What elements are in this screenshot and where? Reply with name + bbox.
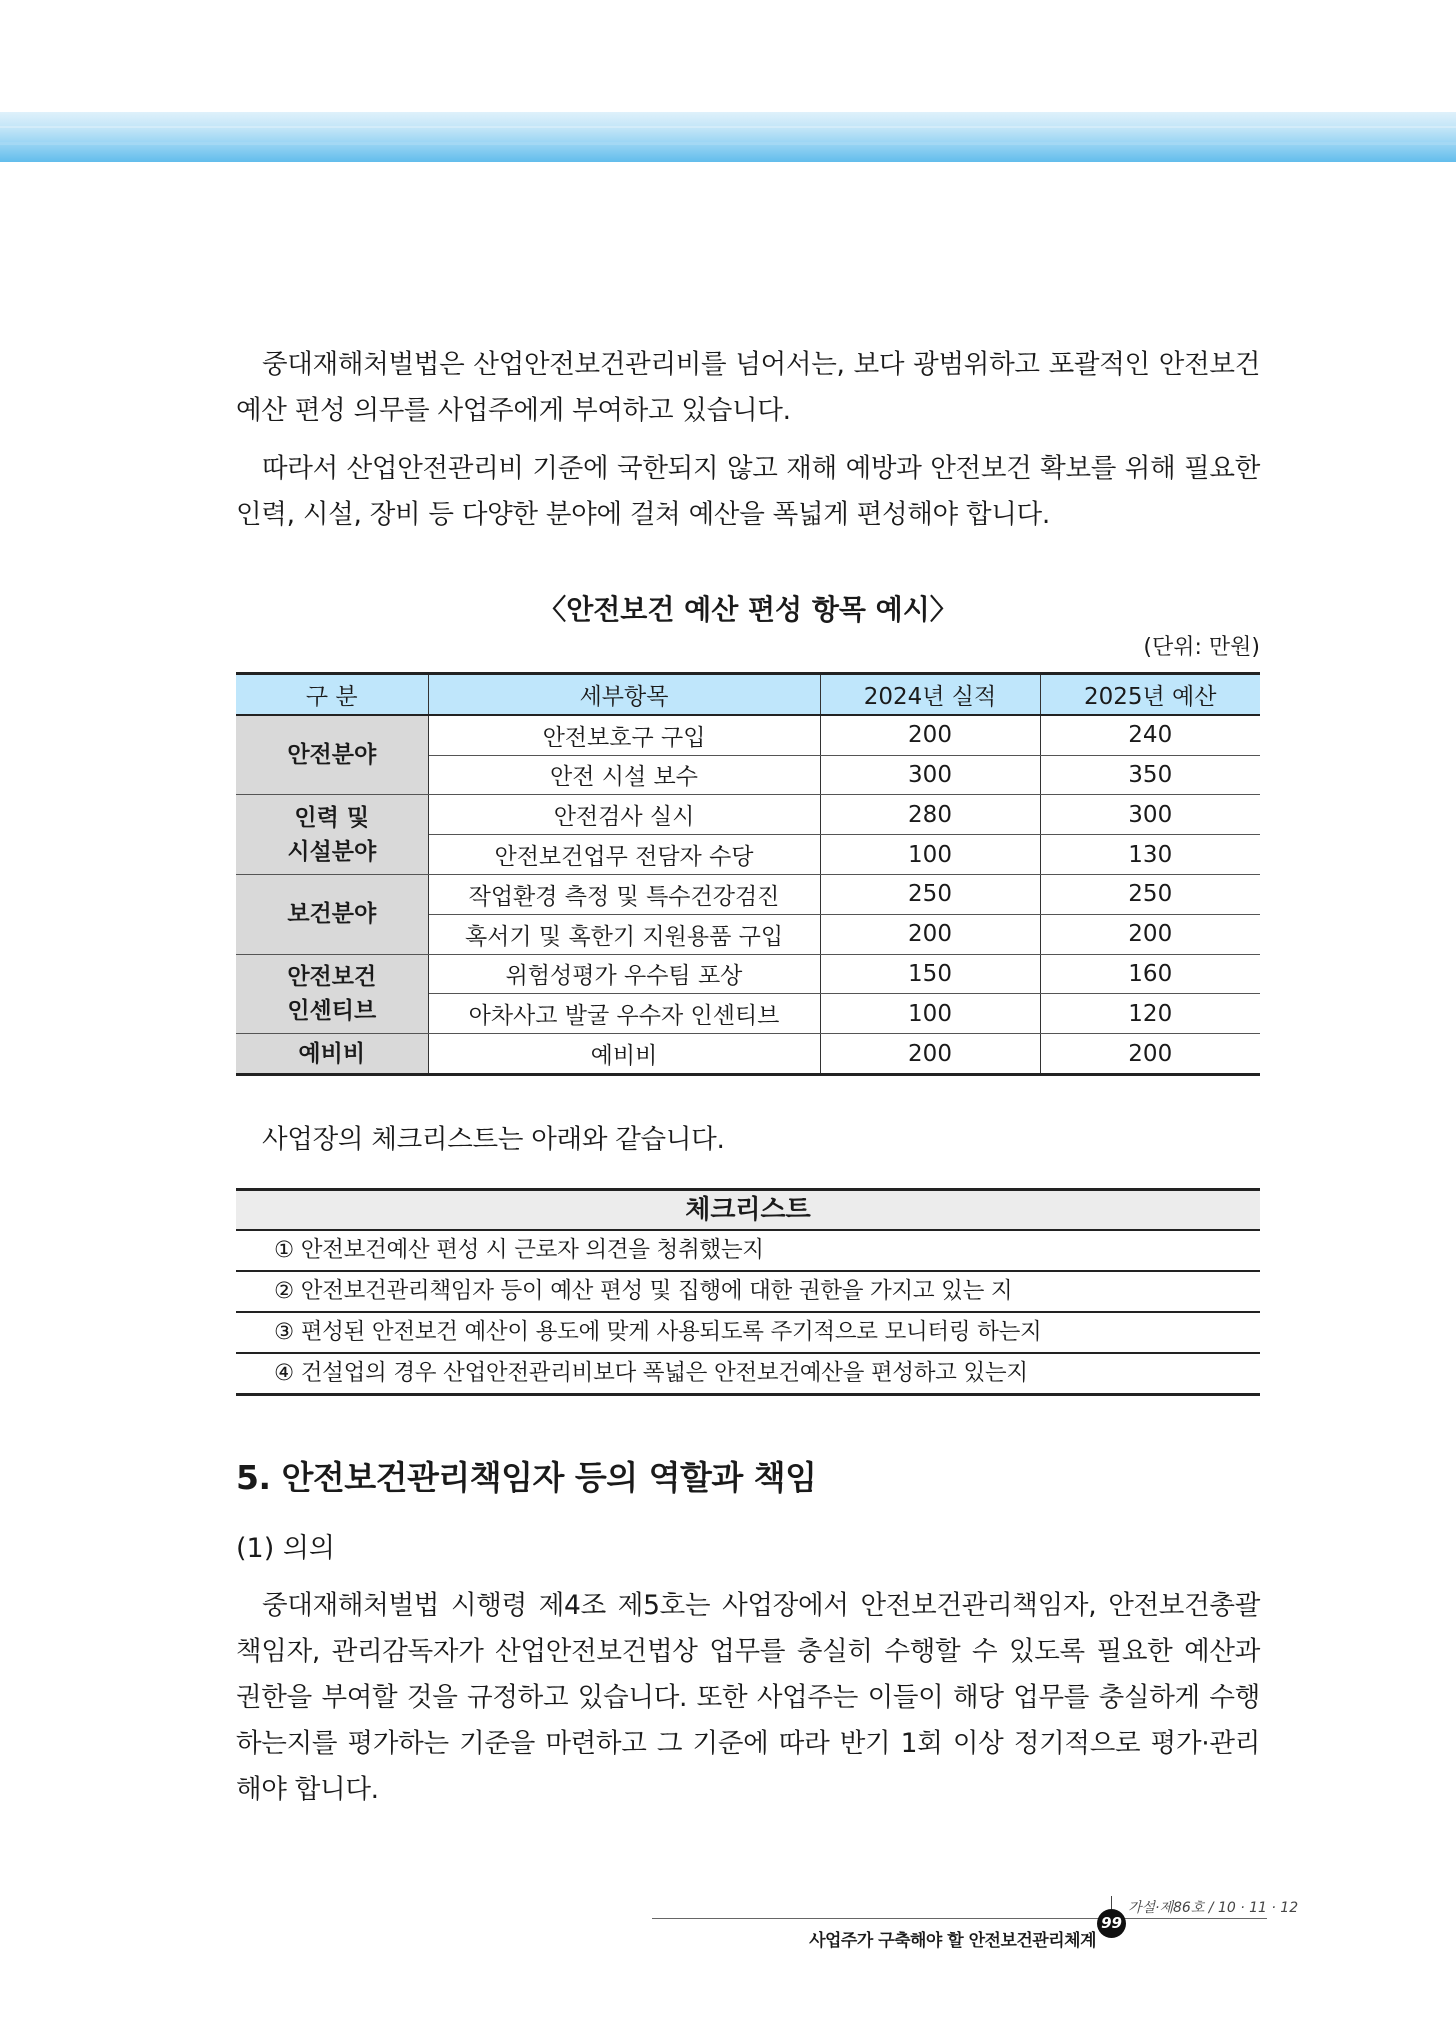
checklist-intro — [236, 1117, 1260, 1163]
footer-issue: 가설·제86호 / 10 · 11 · 12 — [1128, 1900, 1299, 1916]
table-row — [236, 715, 1260, 755]
section5-paragraph: 중대재해처벌법 시행령 제4조 제5호는 사업장에서 안전보건관리책임자, 안전보건총괄책임자, 관리감독자가 산업안전보건법상 업무를 충실히 수행할 수 있도록 필요한 예산과 권한을 부여할 것을 규정하고 있습니다. 또한 사업주는 이들이 해당 업무를 충실하게 수행하는지를 평가하는 기준을 마련하고 그 기준에 따라 반기 1회 이상 정기적으로 평가·관리해야 합니다. — [236, 1590, 1260, 1805]
checklist-item: ② 안전보건관리책임자 등이 예산 편성 및 집행에 대한 권한을 가지고 있는 지 — [236, 1272, 1260, 1313]
value-2024-cell: 250 — [820, 874, 1040, 914]
value-2024-cell: 200 — [820, 1034, 1040, 1075]
category-cell: 인력 및 시설분야 — [236, 795, 428, 875]
value-2025-cell: 250 — [1040, 874, 1260, 914]
budget-table — [236, 672, 1260, 1076]
table-row — [236, 874, 1260, 914]
value-2024-cell: 200 — [820, 914, 1040, 954]
checklist-intro-text: 사업장의 체크리스트는 아래와 같습니다. — [262, 1124, 725, 1155]
value-2024-cell: 200 — [820, 715, 1040, 755]
header-2024: 2024년 실적 — [820, 674, 1040, 715]
section-heading: 5. 안전보건관리책임자 등의 역할과 책임 — [236, 1458, 817, 1497]
category-cell: 안전분야 — [236, 715, 428, 795]
header-category: 구 분 — [236, 674, 428, 715]
value-2025-cell: 200 — [1040, 1034, 1260, 1075]
header-decoration-band — [0, 112, 1456, 162]
item-cell: 위험성평가 우수팀 포상 — [428, 954, 820, 994]
intro-paragraph-2: 따라서 산업안전관리비 기준에 국한되지 않고 재해 예방과 안전보건 확보를 위해 필요한 인력, 시설, 장비 등 다양한 분야에 걸쳐 예산을 폭넓게 편성해야 합니다. — [236, 453, 1260, 530]
value-2025-cell: 160 — [1040, 954, 1260, 994]
intro-section — [236, 342, 1260, 538]
value-2024-cell: 100 — [820, 835, 1040, 875]
value-2024-cell: 100 — [820, 994, 1040, 1034]
checklist-item: ① 안전보건예산 편성 시 근로자 의견을 청취했는지 — [236, 1231, 1260, 1272]
checklist-item: ③ 편성된 안전보건 예산이 용도에 맞게 사용되도록 주기적으로 모니터링 하는지 — [236, 1313, 1260, 1354]
intro-paragraph-1: 중대재해처벌법은 산업안전보건관리비를 넘어서는, 보다 광범위하고 포괄적인 안전보건 예산 편성 의무를 사업주에게 부여하고 있습니다. — [236, 349, 1260, 426]
page-number: 99 — [1097, 1909, 1126, 1938]
footer-rule — [652, 1918, 1267, 1919]
category-cell: 예비비 — [236, 1034, 428, 1075]
header-2025: 2025년 예산 — [1040, 674, 1260, 715]
category-cell: 보건분야 — [236, 874, 428, 954]
value-2024-cell: 300 — [820, 755, 1040, 795]
value-2025-cell: 200 — [1040, 914, 1260, 954]
item-cell: 안전보호구 구입 — [428, 715, 820, 755]
value-2025-cell: 240 — [1040, 715, 1260, 755]
value-2024-cell: 280 — [820, 795, 1040, 835]
section-subheading: (1) 의의 — [236, 1533, 335, 1564]
budget-table-unit: (단위: 만원) — [1143, 635, 1260, 660]
table-header-row — [236, 674, 1260, 715]
checklist-item: ④ 건설업의 경우 산업안전관리비보다 폭넓은 안전보건예산을 편성하고 있는지 — [236, 1354, 1260, 1396]
value-2025-cell: 120 — [1040, 994, 1260, 1034]
item-cell: 예비비 — [428, 1034, 820, 1075]
table-row — [236, 954, 1260, 994]
value-2025-cell: 130 — [1040, 835, 1260, 875]
footer-title: 사업주가 구축해야 할 안전보건관리체계 — [809, 1931, 1096, 1951]
item-cell: 혹서기 및 혹한기 지원용품 구입 — [428, 914, 820, 954]
value-2025-cell: 350 — [1040, 755, 1260, 795]
table-row — [236, 795, 1260, 835]
section5-body — [236, 1583, 1260, 1813]
category-cell: 안전보건 인센티브 — [236, 954, 428, 1034]
item-cell: 아차사고 발굴 우수자 인센티브 — [428, 994, 820, 1034]
item-cell: 안전검사 실시 — [428, 795, 820, 835]
checklist-box — [236, 1188, 1260, 1396]
value-2025-cell: 300 — [1040, 795, 1260, 835]
item-cell: 작업환경 측정 및 특수건강검진 — [428, 874, 820, 914]
value-2024-cell: 150 — [820, 954, 1040, 994]
budget-table-title: 〈안전보건 예산 편성 항목 예시〉 — [538, 593, 958, 626]
header-item: 세부항목 — [428, 674, 820, 715]
table-row — [236, 1034, 1260, 1075]
checklist-title: 체크리스트 — [236, 1188, 1260, 1231]
item-cell: 안전 시설 보수 — [428, 755, 820, 795]
item-cell: 안전보건업무 전담자 수당 — [428, 835, 820, 875]
